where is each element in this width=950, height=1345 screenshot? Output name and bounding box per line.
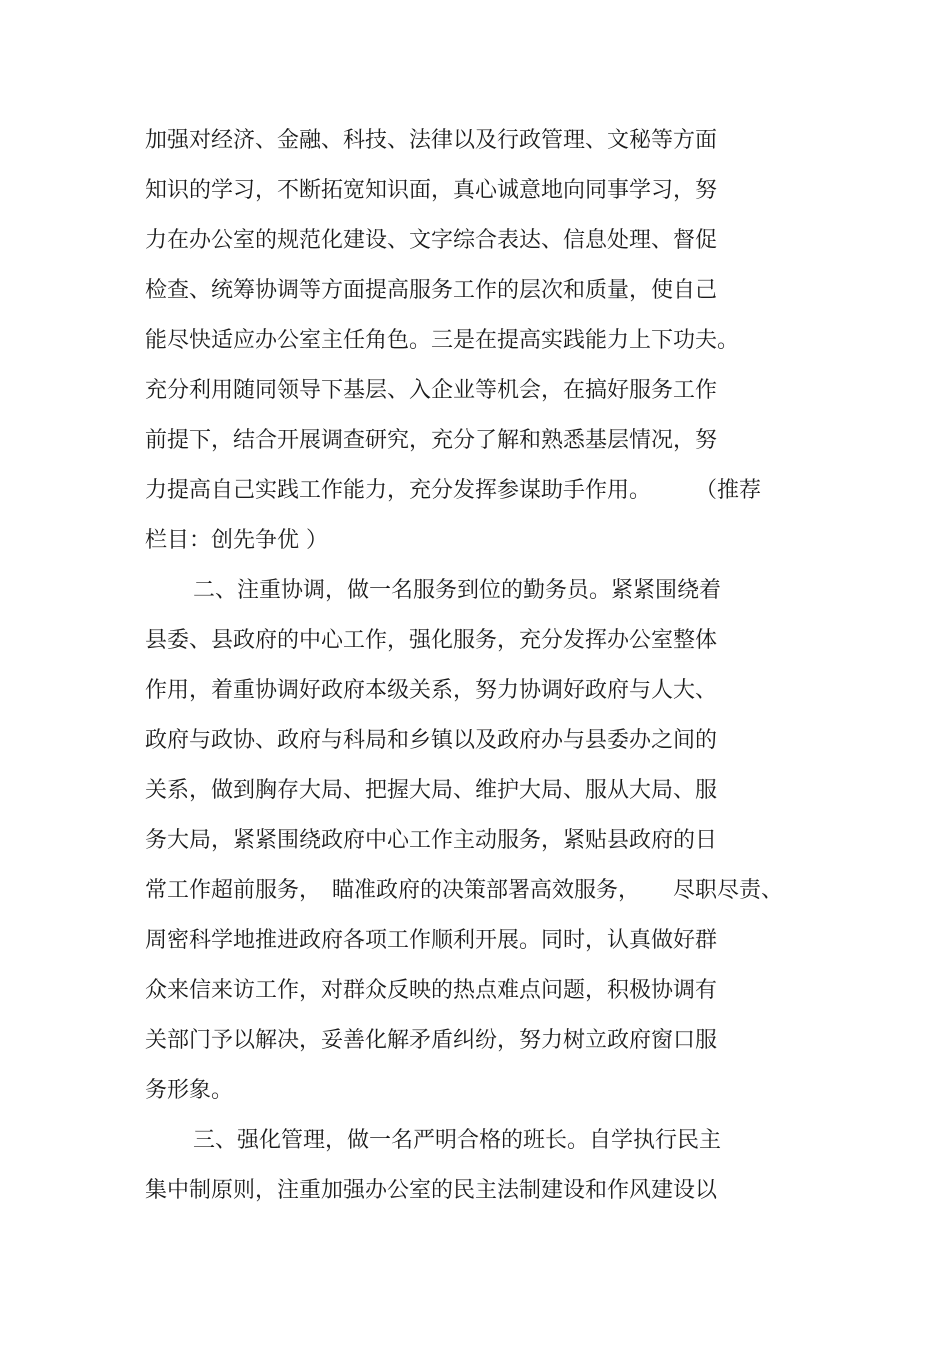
text-line: 周密科学地推进政府各项工作顺利开展。同时，认真做好群 [145, 928, 718, 953]
text-line: 加强对经济、金融、科技、法律以及行政管理、文秘等方面 [145, 128, 718, 153]
text-line: 三、强化管理，做一名严明合格的班长。自学执行民主 [193, 1128, 722, 1153]
text-line: 众来信来访工作，对群众反映的热点难点问题，积极协调有 [145, 978, 718, 1003]
text-line: 政府与政协、政府与科局和乡镇以及政府办与县委办之间的 [145, 728, 718, 753]
text-line: 充分利用随同领导下基层、入企业等机会，在搞好服务工作 [145, 378, 718, 403]
text-line: 集中制原则，注重加强办公室的民主法制建设和作风建设以 [145, 1178, 718, 1203]
text-line: 务大局，紧紧围绕政府中心工作主动服务，紧贴县政府的日 [145, 828, 718, 853]
text-line: 二、注重协调，做一名服务到位的勤务员。紧紧围绕着 [193, 578, 722, 603]
text-line: 县委、县政府的中心工作，强化服务，充分发挥办公室整体 [145, 628, 718, 653]
text-line: 检查、统筹协调等方面提高服务工作的层次和质量，使自己 [145, 278, 718, 303]
text-line: 常工作超前服务， 瞄准政府的决策部署高效服务， 尽职尽责、 [145, 878, 784, 903]
text-line: 前提下，结合开展调查研究，充分了解和熟悉基层情况，努 [145, 428, 718, 453]
text-line: 知识的学习，不断拓宽知识面，真心诚意地向同事学习，努 [145, 178, 718, 203]
document-body [145, 116, 825, 1216]
text-line: 关部门予以解决，妥善化解矛盾纠纷，努力树立政府窗口服 [145, 1028, 718, 1053]
text-line: 力在办公室的规范化建设、文字综合表达、信息处理、督促 [145, 228, 718, 253]
text-line: 栏目：创先争优 ） [145, 528, 328, 553]
text-line: 关系，做到胸存大局、把握大局、维护大局、服从大局、服 [145, 778, 718, 803]
text-line: 力提高自己实践工作能力，充分发挥参谋助手作用。 （推荐 [145, 478, 762, 503]
text-line: 务形象。 [145, 1078, 234, 1103]
text-line: 能尽快适应办公室主任角色。三是在提高实践能力上下功夫。 [145, 328, 740, 353]
text-line: 作用，着重协调好政府本级关系，努力协调好政府与人大、 [145, 678, 718, 703]
